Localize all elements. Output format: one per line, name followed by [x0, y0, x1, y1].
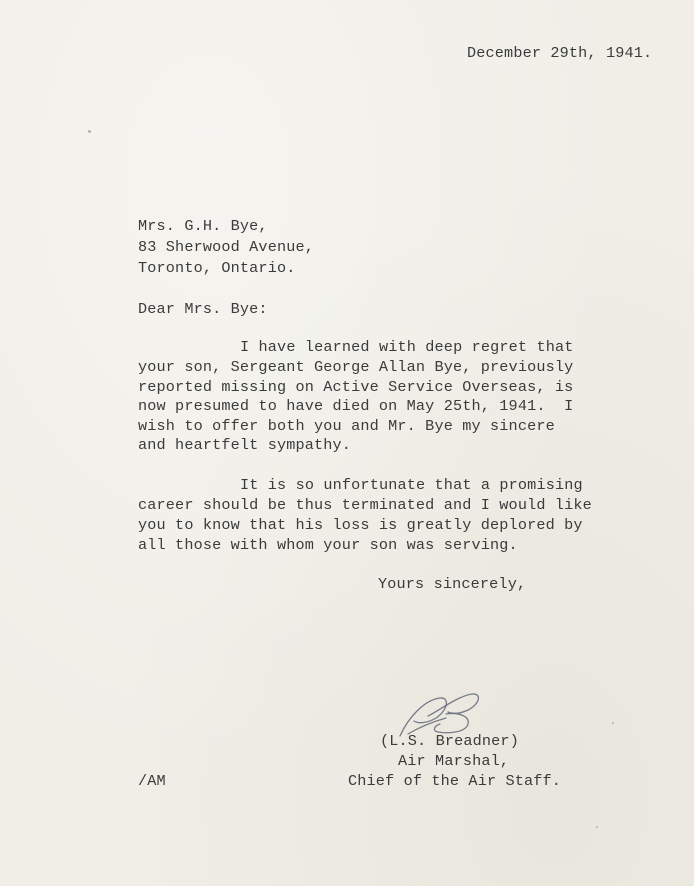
paragraph-2-line: you to know that his loss is greatly deplored by [138, 516, 583, 534]
typist-initials: /AM [138, 772, 166, 790]
salutation: Dear Mrs. Bye: [138, 300, 268, 318]
signatory-rank: Air Marshal, [398, 752, 510, 770]
recipient-name: Mrs. G.H. Bye, [138, 217, 268, 235]
recipient-street: 83 Sherwood Avenue, [138, 238, 315, 256]
paragraph-1-line: I have learned with deep regret that [240, 338, 574, 356]
paragraph-2-line: all those with whom your son was serving. [138, 536, 518, 554]
paper-speck [596, 826, 598, 828]
letter-date: December 29th, 1941. [467, 44, 653, 62]
paper-speck [612, 722, 614, 724]
paragraph-1-line: wish to offer both you and Mr. Bye my sincere [138, 417, 555, 435]
recipient-city: Toronto, Ontario. [138, 259, 296, 277]
paragraph-2-line: It is so unfortunate that a promising [240, 476, 583, 494]
paragraph-1-line: your son, Sergeant George Allan Bye, previously [138, 358, 574, 376]
paragraph-2-line: career should be thus terminated and I would like [138, 496, 592, 514]
closing: Yours sincerely, [378, 575, 527, 593]
signatory-name: (L.S. Breadner) [380, 732, 519, 750]
signatory-title: Chief of the Air Staff. [348, 772, 562, 790]
paragraph-1-line: reported missing on Active Service Overseas, is [138, 378, 574, 396]
paper-speck [88, 130, 91, 133]
paragraph-1-line: and heartfelt sympathy. [138, 436, 352, 454]
paragraph-1-line: now presumed to have died on May 25th, 1941. I [138, 397, 574, 415]
